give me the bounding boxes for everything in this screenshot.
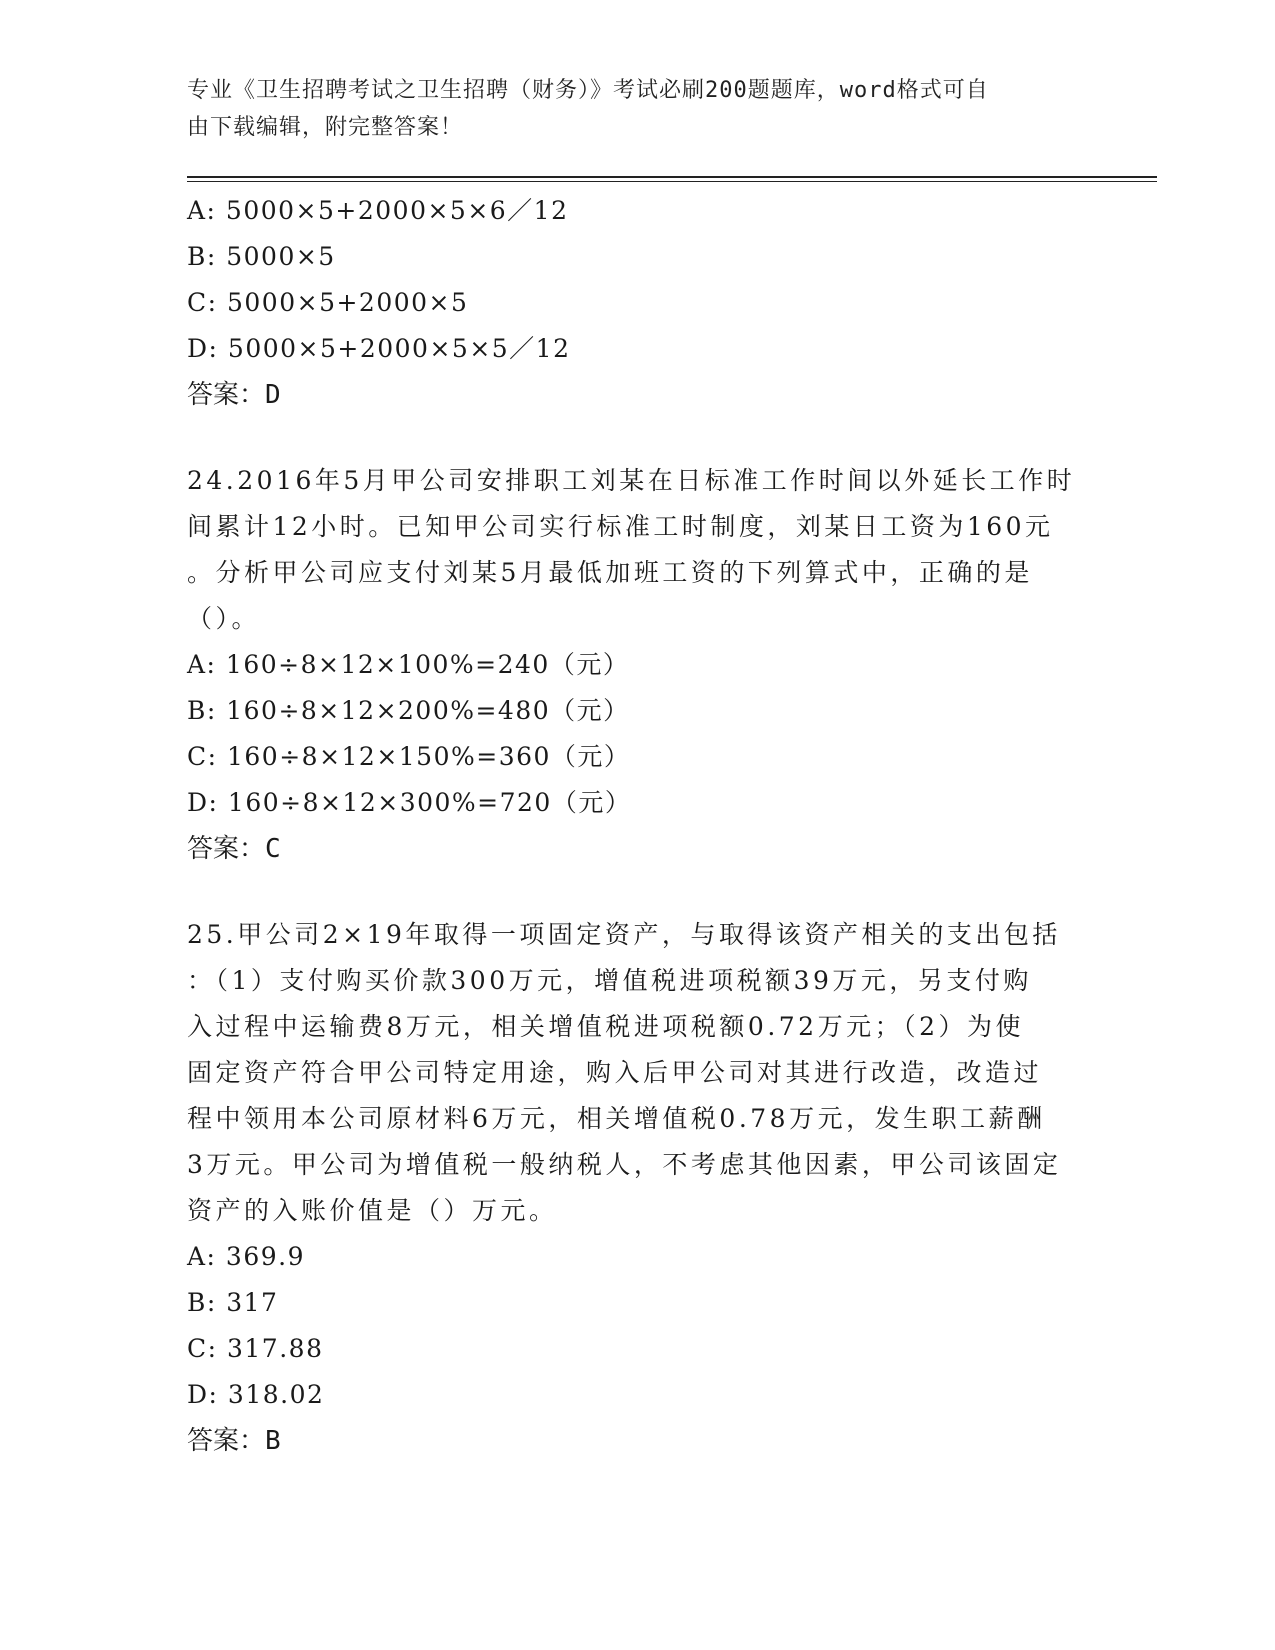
question-content xyxy=(187,188,1087,1464)
question-line: 程中领用本公司原材料6万元，相关增值税0.78万元，发生职工薪酬 xyxy=(187,1104,1046,1133)
header-line-1: 专业《卫生招聘考试之卫生招聘（财务）》考试必刷200题题库，word格式可自 xyxy=(187,78,989,103)
option-b: B: 317 xyxy=(187,1288,279,1317)
option-b: B: 5000×5 xyxy=(187,242,336,271)
question-stem xyxy=(187,458,1087,642)
question-line: 24.2016年5月甲公司安排职工刘某在日标准工作时间以外延长工作时 xyxy=(187,466,1076,495)
question-line: （）。 xyxy=(187,604,261,633)
question-line: 固定资产符合甲公司特定用途，购入后甲公司对其进行改造，改造过 xyxy=(187,1058,1043,1087)
question-line: 3万元。甲公司为增值税一般纳税人，不考虑其他因素，甲公司该固定 xyxy=(187,1150,1062,1179)
answer-value: C xyxy=(265,834,281,864)
option-b: B: 160÷8×12×200%=480（元） xyxy=(187,696,630,725)
question-stem xyxy=(187,912,1087,1234)
question-line: 入过程中运输费8万元，相关增值税进项税额0.72万元；（2）为使 xyxy=(187,1012,1024,1041)
answer-label: 答案： xyxy=(187,1426,266,1456)
question-line: ：（1）支付购买价款300万元，增值税进项税额39万元，另支付购 xyxy=(187,966,1032,995)
question-25 xyxy=(187,912,1087,1464)
answer-label: 答案： xyxy=(187,834,266,864)
question-24 xyxy=(187,458,1087,872)
option-c: C: 317.88 xyxy=(187,1334,324,1363)
option-a: A: 369.9 xyxy=(187,1242,305,1271)
option-d: D: 318.02 xyxy=(187,1380,325,1409)
answer-line xyxy=(187,1418,1087,1464)
option-a: A: 5000×5+2000×5×6／12 xyxy=(187,196,569,225)
question-line: 25.甲公司2×19年取得一项固定资产，与取得该资产相关的支出包括 xyxy=(187,920,1061,949)
question-line: 间累计12小时。已知甲公司实行标准工时制度，刘某日工资为160元 xyxy=(187,512,1054,541)
header-divider-thin xyxy=(187,181,1157,182)
header-divider-thick xyxy=(187,176,1157,178)
answer-line xyxy=(187,372,1087,418)
option-a: A: 160÷8×12×100%=240（元） xyxy=(187,650,630,679)
option-d: D: 160÷8×12×300%=720（元） xyxy=(187,788,632,817)
answer-line xyxy=(187,826,1087,872)
option-c: C: 5000×5+2000×5 xyxy=(187,288,469,317)
header-line-2: 由下载编辑，附完整答案！ xyxy=(187,115,464,140)
question-23 xyxy=(187,188,1087,418)
option-c: C: 160÷8×12×150%=360（元） xyxy=(187,742,631,771)
answer-value: B xyxy=(265,1426,281,1456)
answer-value: D xyxy=(265,380,281,410)
answer-label: 答案： xyxy=(187,380,266,410)
question-line: 。分析甲公司应支付刘某5月最低加班工资的下列算式中，正确的是 xyxy=(187,558,1033,587)
question-line: 资产的入账价值是（）万元。 xyxy=(187,1196,558,1225)
document-header xyxy=(187,72,1087,146)
option-d: D: 5000×5+2000×5×5／12 xyxy=(187,334,571,363)
